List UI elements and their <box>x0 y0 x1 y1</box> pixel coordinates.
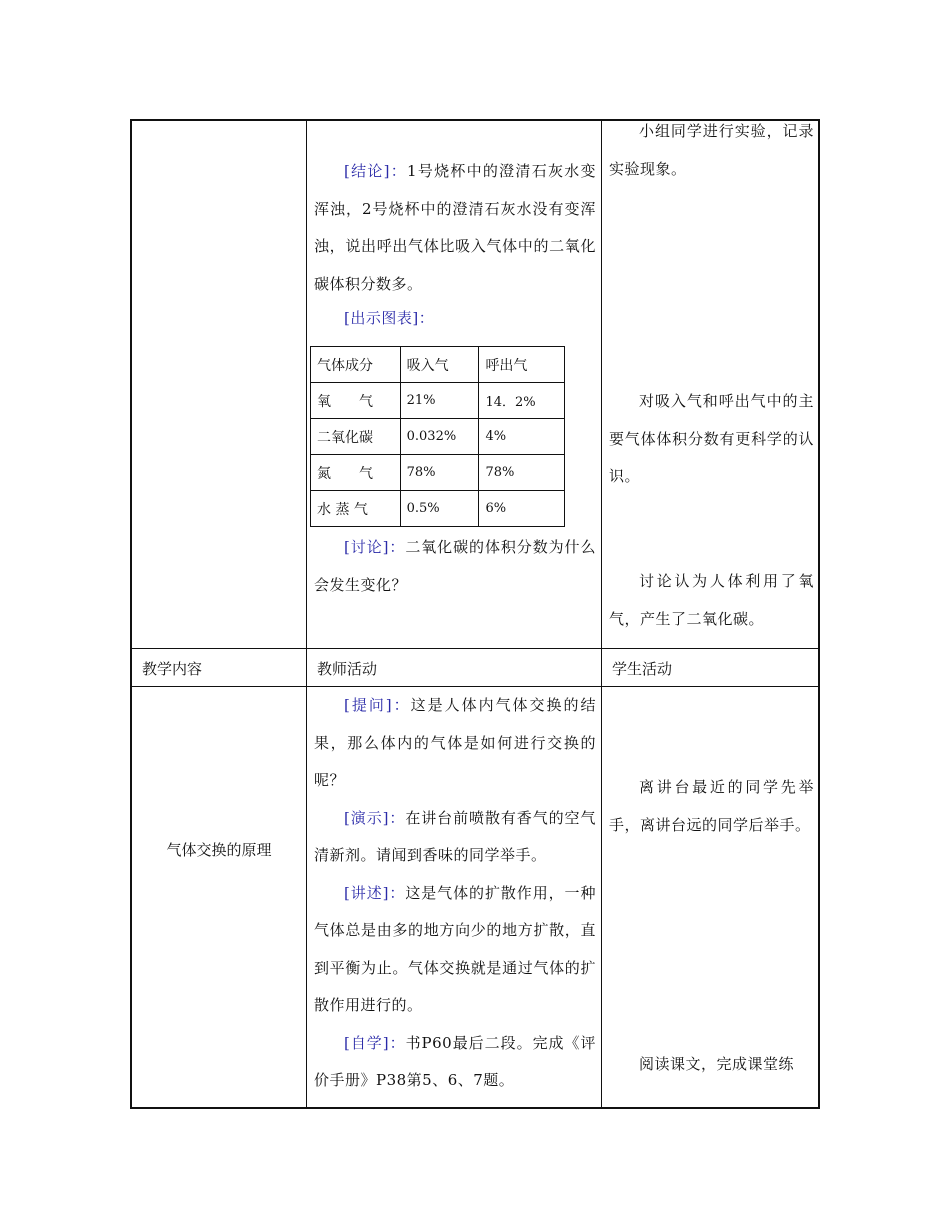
bottom-student-cell <box>609 769 814 844</box>
topic-label: 气体交换的原理 <box>166 841 272 859</box>
table-cell: 氧 气 <box>311 383 401 419</box>
table-cell: 78% <box>400 455 479 491</box>
student-paragraph: 小组同学进行实验，记录实验现象。 <box>609 122 814 178</box>
table-cell: 二氧化碳 <box>311 419 401 455</box>
question-paragraph <box>314 687 596 800</box>
table-cell: 4% <box>479 419 565 455</box>
top-student-cell <box>609 383 814 496</box>
table-header-cell: 气体成分 <box>311 347 401 383</box>
table-cell: 78% <box>479 455 565 491</box>
student-paragraph: 讨论认为人体利用了氧气，产生了二氧化碳。 <box>609 572 814 628</box>
table-header-cell: 呼出气 <box>479 347 565 383</box>
student-paragraph: 阅读课文，完成课堂练 <box>639 1055 795 1073</box>
table-row <box>311 491 565 527</box>
selfstudy-text: 书P60最后二段。完成《评价手册》P38第5、6、7题。 <box>314 1033 596 1089</box>
column-divider <box>601 121 602 1107</box>
top-student-cell <box>609 563 814 638</box>
demo-text: 在讲台前喷散有香气的空气清新剂。请闻到香味的同学举手。 <box>314 808 596 864</box>
top-student-cell <box>609 113 814 188</box>
chart-tag: [出示图表]： <box>344 309 435 327</box>
row-divider <box>132 648 818 649</box>
header-teacher: 教师活动 <box>317 660 378 678</box>
student-paragraph: 对吸入气和呼出气中的主要气体体积分数有更科学的认识。 <box>609 392 814 485</box>
selfstudy-tag: [自学]： <box>344 1033 406 1052</box>
table-cell: 水 蒸 气 <box>311 491 401 527</box>
discussion-cell <box>314 529 596 604</box>
table-cell: 0.032% <box>400 419 479 455</box>
table-row <box>311 455 565 491</box>
explain-tag: [讲述]： <box>344 883 406 902</box>
selfstudy-paragraph <box>314 1025 596 1100</box>
demo-paragraph <box>314 800 596 875</box>
question-tag: [提问]： <box>344 696 411 714</box>
table-row <box>311 347 565 383</box>
explain-text: 这是气体的扩散作用，一种气体总是由多的地方向少的地方扩散，直到平衡为止。气体交换就是通过气体的扩散作用进行的。 <box>314 883 596 1014</box>
table-cell: 6% <box>479 491 565 527</box>
discussion-paragraph <box>314 529 596 604</box>
bottom-student-cell <box>609 1046 814 1084</box>
table-cell: 14．2% <box>479 383 565 419</box>
table-cell: 氮 气 <box>311 455 401 491</box>
table-row <box>311 419 565 455</box>
gas-composition-table <box>310 346 565 527</box>
bottom-teacher-cell <box>314 687 596 1100</box>
discussion-tag: [讨论]： <box>344 538 406 556</box>
conclusion-tag: [结论]： <box>344 162 408 180</box>
table-cell: 21% <box>400 383 479 419</box>
header-student: 学生活动 <box>612 660 673 678</box>
explain-paragraph <box>314 875 596 1025</box>
table-header-cell: 吸入气 <box>400 347 479 383</box>
student-paragraph: 离讲台最近的同学先举手，离讲台远的同学后举手。 <box>609 778 814 834</box>
bottom-content-cell <box>132 839 306 860</box>
table-row <box>311 383 565 419</box>
header-content: 教学内容 <box>142 660 203 678</box>
conclusion-text: 1号烧杯中的澄清石灰水变浑浊，2号烧杯中的澄清石灰水没有变浑浊，说出呼出气体比吸入气体中的二氧化碳体积分数多。 <box>314 162 596 293</box>
lesson-table <box>130 119 820 1109</box>
demo-tag: [演示]： <box>344 808 406 827</box>
discussion-text: 二氧化碳的体积分数为什么会发生变化？ <box>314 538 596 594</box>
table-cell: 0.5% <box>400 491 479 527</box>
question-text: 这是人体内气体交换的结果，那么体内的气体是如何进行交换的呢？ <box>314 696 596 789</box>
